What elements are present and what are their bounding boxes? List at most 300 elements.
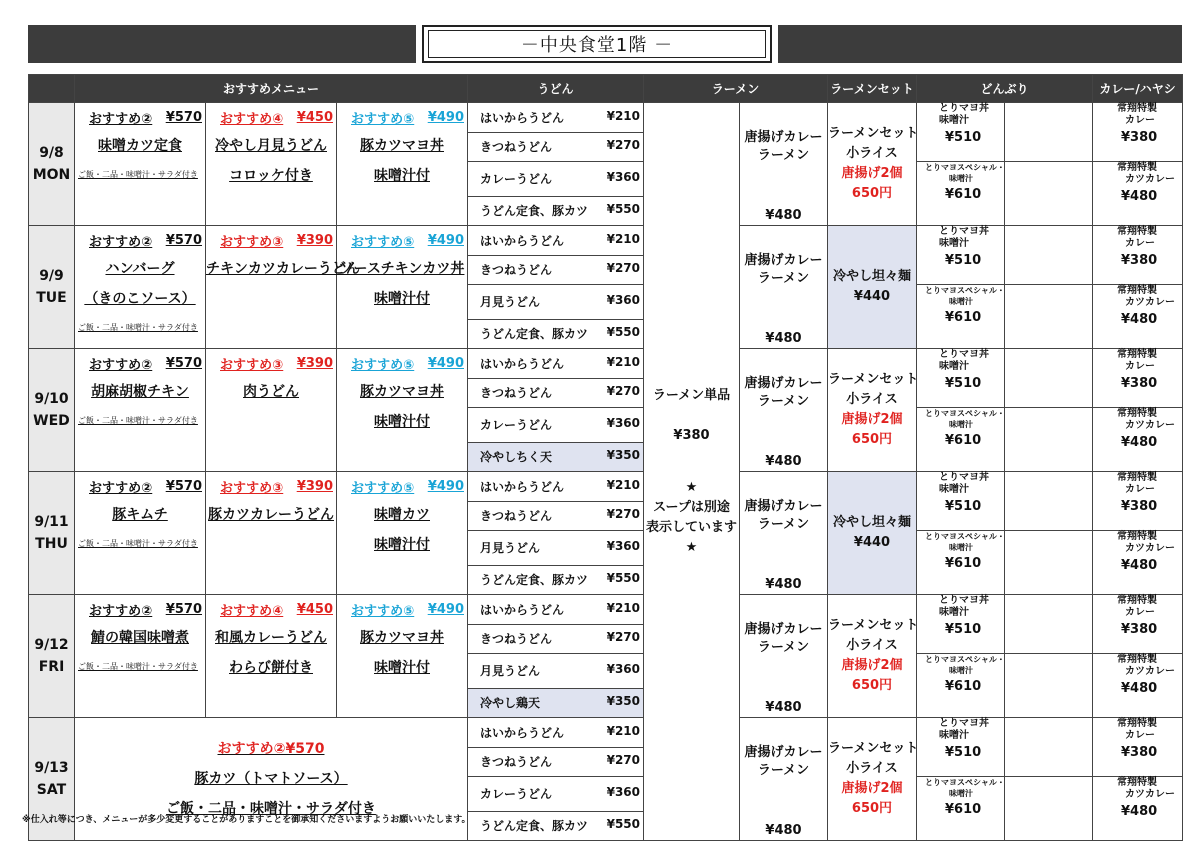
recommend-cell: [337, 595, 468, 718]
udon-item: [468, 531, 644, 566]
curry-cell: [1093, 472, 1183, 531]
udon-price: ¥210: [606, 723, 640, 738]
donburi-name: とりマヨ丼: [939, 349, 989, 360]
donburi-name: とりマヨスペシャル・: [925, 655, 1005, 664]
karaage-ramen-price: ¥480: [765, 823, 802, 838]
donburi-name: とりマヨ丼: [939, 103, 989, 114]
curry-name: 常翔特製: [1117, 162, 1158, 173]
udon-name: はいからうどん: [480, 479, 565, 494]
curry-sub: カツカレー: [1125, 297, 1176, 308]
recommend-dish-extra: 味噌汁付: [374, 291, 430, 307]
recommend-price: ¥490: [427, 478, 464, 494]
udon-price: ¥360: [606, 539, 640, 554]
ramen-set-price: 650円: [851, 678, 893, 693]
karaage-ramen-price: ¥480: [765, 208, 802, 223]
day-cell: [29, 226, 75, 349]
udon-name: うどん定食、豚カツ: [480, 327, 589, 342]
curry-name: 常翔特製: [1117, 654, 1158, 665]
udon-item: [468, 624, 644, 654]
hiyashi-tantan-name: 冷やし坦々麺: [832, 515, 911, 530]
ramen-set-name: ラーメンセット: [828, 741, 919, 756]
karaage-ramen-cell: [740, 349, 828, 472]
ramen-set-price: 650円: [851, 432, 893, 447]
recommend-dish: 豚カツマヨ丼: [360, 138, 444, 154]
curry-name: 常翔特製: [1117, 472, 1158, 483]
donburi-sub: 味噌汁: [939, 607, 969, 618]
curry-price: ¥380: [1121, 745, 1158, 760]
curry-price: ¥480: [1121, 681, 1158, 696]
donburi-price: ¥610: [945, 679, 982, 694]
karaage-ramen-name2: ラーメン: [757, 517, 810, 532]
recommend-note: ご飯・二品・味噌汁・サラダ付き: [78, 539, 198, 548]
karaage-ramen-name: 唐揚げカレー: [744, 376, 823, 391]
page-title: －中央食堂1階 －: [428, 30, 766, 58]
star-icon: ★: [685, 479, 698, 495]
recommend-heading: [206, 349, 336, 377]
karaage-ramen-name2: ラーメン: [757, 148, 810, 163]
header-ramen-set: ラーメンセット: [828, 75, 917, 103]
recommend-heading: [337, 595, 467, 623]
recommend-price: ¥450: [296, 109, 333, 125]
udon-item: [468, 408, 644, 443]
curry-name: 常翔特製: [1117, 103, 1158, 114]
recommend-price: ¥390: [296, 232, 333, 248]
donburi-empty: [1005, 103, 1093, 162]
donburi-sub: 味噌汁: [939, 115, 969, 126]
karaage-ramen-price: ¥480: [765, 331, 802, 346]
donburi-name: とりマヨ丼: [939, 718, 989, 729]
recommend-label: おすすめ⑤: [351, 234, 415, 250]
curry-sub: カレー: [1125, 484, 1156, 495]
udon-name: カレーうどん: [480, 172, 553, 187]
curry-sub: カツカレー: [1125, 543, 1176, 554]
recommend-price: ¥490: [427, 109, 464, 125]
udon-name: はいからうどん: [480, 233, 565, 248]
recommend-dish: 胡麻胡椒チキン: [91, 384, 189, 400]
recommend-price: ¥570: [165, 232, 202, 248]
recommend-label: おすすめ⑤: [351, 603, 415, 619]
donburi-price: ¥610: [945, 802, 982, 817]
donburi-name: とりマヨスペシャル・: [925, 778, 1005, 787]
weekday-label: WED: [33, 413, 70, 429]
donburi-cell: [917, 349, 1005, 408]
udon-price: ¥360: [606, 662, 640, 677]
recommend-note: ご飯・二品・味噌汁・サラダ付き: [78, 323, 198, 332]
udon-name: はいからうどん: [480, 725, 565, 740]
header-row: [29, 75, 1183, 103]
recommend-label: おすすめ②: [89, 234, 153, 250]
recommend-heading: [206, 595, 336, 623]
curry-sub: カレー: [1125, 115, 1156, 126]
donburi-cell: [917, 226, 1005, 285]
donburi-empty: [1005, 472, 1093, 531]
curry-name: 常翔特製: [1117, 718, 1158, 729]
donburi-price: ¥510: [945, 253, 982, 268]
udon-name: うどん定食、豚カツ: [480, 204, 589, 219]
header-ramen: ラーメン: [644, 75, 828, 103]
curry-cell: [1093, 531, 1183, 595]
ramen-set-karaage: 唐揚げ2個: [841, 412, 903, 427]
karaage-ramen-name: 唐揚げカレー: [744, 499, 823, 514]
recommend-cell: [337, 472, 468, 595]
udon-item: [468, 472, 644, 502]
ramen-set-karaage: 唐揚げ2個: [841, 166, 903, 181]
recommend-label: おすすめ②: [89, 111, 153, 127]
recommend-cell: [206, 226, 360, 349]
recommend-heading: [206, 472, 336, 500]
ramen-set-rice: 小ライス: [846, 638, 898, 653]
curry-sub: カツカレー: [1125, 666, 1176, 677]
ramen-set-karaage: 唐揚げ2個: [841, 781, 903, 796]
udon-name: きつねうどん: [480, 755, 553, 770]
curry-name: 常翔特製: [1117, 595, 1158, 606]
ramen-single-price: ¥380: [673, 427, 710, 443]
recommend-price: ¥490: [427, 355, 464, 371]
curry-name: 常翔特製: [1117, 408, 1158, 419]
donburi-price: ¥510: [945, 499, 982, 514]
donburi-name: とりマヨスペシャル・: [925, 286, 1005, 295]
header-donburi: どんぶり: [917, 75, 1093, 103]
donburi-cell: [917, 595, 1005, 654]
curry-name: 常翔特製: [1117, 531, 1158, 542]
udon-price: ¥210: [606, 600, 640, 615]
weekday-label: THU: [35, 536, 68, 552]
recommend-label: おすすめ⑤: [351, 480, 415, 496]
udon-price: ¥210: [606, 231, 640, 246]
ramen-single-label: ラーメン単品: [652, 387, 731, 403]
donburi-price: ¥510: [945, 745, 982, 760]
udon-item: [468, 654, 644, 689]
recommend-dish-extra: （きのこソース）: [84, 291, 196, 307]
udon-price: ¥210: [606, 108, 640, 123]
donburi-price: ¥610: [945, 187, 982, 202]
curry-cell: [1093, 718, 1183, 777]
recommend-cell: [75, 472, 206, 595]
recommend-label: おすすめ③: [220, 234, 284, 250]
curry-sub: カレー: [1125, 607, 1156, 618]
udon-item: [468, 565, 644, 595]
udon-name: きつねうどん: [480, 386, 553, 401]
donburi-empty: [1005, 595, 1093, 654]
recommend-note: ご飯・二品・味噌汁・サラダ付き: [78, 416, 198, 425]
udon-item: [468, 718, 644, 748]
recommend-label: おすすめ③: [220, 480, 284, 496]
curry-cell: [1093, 408, 1183, 472]
recommend-note: ご飯・二品・味噌汁・サラダ付き: [78, 662, 198, 671]
udon-item: [468, 285, 644, 320]
recommend-heading: [337, 349, 467, 377]
udon-price: ¥360: [606, 416, 640, 431]
top-bar-left: [28, 25, 416, 63]
ramen-set-cell: [828, 349, 917, 472]
donburi-cell: [917, 103, 1005, 162]
recommend-price: ¥490: [427, 232, 464, 248]
weekday-label: SAT: [36, 782, 67, 798]
recommend-heading: [337, 472, 467, 500]
title-frame: [422, 25, 772, 63]
top-bar-right: [778, 25, 1182, 63]
karaage-ramen-name2: ラーメン: [757, 640, 810, 655]
curry-price: ¥480: [1121, 558, 1158, 573]
date-label: 9/10: [34, 391, 69, 407]
udon-name: きつねうどん: [480, 140, 553, 155]
donburi-sub: 味噌汁: [939, 361, 969, 372]
karaage-ramen-name2: ラーメン: [757, 763, 810, 778]
karaage-ramen-cell: [740, 718, 828, 841]
ramen-set-name: ラーメンセット: [828, 618, 919, 633]
donburi-cell: [917, 285, 1005, 349]
udon-item: [468, 255, 644, 285]
donburi-price: ¥610: [945, 556, 982, 571]
recommend-dish: 豚カツマヨ丼: [360, 384, 444, 400]
udon-price: ¥270: [606, 261, 640, 276]
udon-price: ¥550: [606, 817, 640, 832]
udon-item: [468, 319, 644, 349]
donburi-sub: 味噌汁: [949, 420, 973, 429]
donburi-cell: [917, 654, 1005, 718]
udon-price: ¥270: [606, 138, 640, 153]
ramen-set-cell: [828, 718, 917, 841]
curry-price: ¥480: [1121, 189, 1158, 204]
donburi-price: ¥610: [945, 310, 982, 325]
recommend-cell: [206, 103, 337, 226]
curry-sub: カツカレー: [1125, 420, 1176, 431]
recommend-heading: [75, 226, 205, 254]
header-day: [29, 75, 75, 103]
donburi-empty: [1005, 654, 1093, 718]
udon-name: きつねうどん: [480, 263, 553, 278]
donburi-empty: [1005, 226, 1093, 285]
udon-price: ¥350: [606, 694, 640, 709]
recommend-label: おすすめ②: [89, 357, 153, 373]
recommend-dish: ハンバーグ: [105, 261, 175, 277]
curry-name: 常翔特製: [1117, 349, 1158, 360]
recommend-heading: [337, 226, 467, 254]
ramen-note: 表示しています: [645, 519, 737, 535]
udon-item: [468, 747, 644, 777]
recommend-dish: チキンカツカレーうどん: [206, 261, 360, 277]
udon-name: はいからうどん: [480, 110, 565, 125]
curry-price: ¥380: [1121, 130, 1158, 145]
udon-name: きつねうどん: [480, 509, 553, 524]
recommend-dish-extra: コロッケ付き: [229, 168, 313, 184]
karaage-ramen-cell: [740, 595, 828, 718]
donburi-name: とりマヨ丼: [939, 226, 989, 237]
recommend-cell: [337, 349, 468, 472]
recommend-price: ¥570: [165, 355, 202, 371]
weekday-label: MON: [32, 167, 71, 183]
udon-price: ¥270: [606, 630, 640, 645]
karaage-ramen-name: 唐揚げカレー: [744, 622, 823, 637]
recommend-price: ¥570: [165, 109, 202, 125]
recommend-price: ¥450: [296, 601, 333, 617]
donburi-sub: 味噌汁: [949, 789, 973, 798]
recommend-label: おすすめ②: [89, 480, 153, 496]
udon-price: ¥210: [606, 354, 640, 369]
recommend-label: おすすめ②: [89, 603, 153, 619]
day-cell: [29, 472, 75, 595]
curry-price: ¥380: [1121, 622, 1158, 637]
day-cell: [29, 595, 75, 718]
recommend-dish: 豚カツ（トマトソース）: [194, 771, 348, 787]
ramen-set-name: ラーメンセット: [828, 372, 919, 387]
recommend-heading: [75, 595, 205, 623]
recommend-label: おすすめ⑤: [351, 111, 415, 127]
recommend-cell: [75, 595, 206, 718]
ramen-set-rice: 小ライス: [846, 392, 898, 407]
donburi-cell: [917, 408, 1005, 472]
udon-item: [468, 777, 644, 812]
karaage-ramen-price: ¥480: [765, 577, 802, 592]
recommend-heading: [75, 349, 205, 377]
ramen-set-cell: [828, 103, 917, 226]
curry-sub: カレー: [1125, 361, 1156, 372]
donburi-empty: [1005, 408, 1093, 472]
udon-name: うどん定食、豚カツ: [480, 819, 589, 834]
curry-sub: カレー: [1125, 238, 1156, 249]
curry-price: ¥380: [1121, 253, 1158, 268]
udon-name: きつねうどん: [480, 632, 553, 647]
recommend-dish: 豚キムチ: [112, 507, 168, 523]
donburi-price: ¥510: [945, 376, 982, 391]
recommend-cell: [337, 103, 468, 226]
donburi-empty: [1005, 531, 1093, 595]
curry-cell: [1093, 103, 1183, 162]
udon-name: うどん定食、豚カツ: [480, 573, 589, 588]
donburi-cell: [917, 777, 1005, 841]
donburi-sub: 味噌汁: [939, 238, 969, 249]
recommend-price: ¥390: [296, 478, 333, 494]
recommend-dish: 味噌カツ: [374, 507, 430, 523]
udon-price: ¥350: [606, 448, 640, 463]
udon-item: [468, 103, 644, 133]
recommend-heading: おすすめ②¥570: [217, 741, 325, 757]
date-label: 9/12: [34, 637, 69, 653]
donburi-sub: 味噌汁: [939, 484, 969, 495]
table-row: [29, 718, 1183, 748]
udon-name: 月見うどん: [480, 664, 541, 679]
ramen-set-karaage: 唐揚げ2個: [841, 658, 903, 673]
ramen-set-rice: 小ライス: [846, 146, 898, 161]
udon-name: 月見うどん: [480, 295, 541, 310]
karaage-ramen-price: ¥480: [765, 454, 802, 469]
star-icon: ★: [685, 539, 698, 555]
curry-price: ¥480: [1121, 435, 1158, 450]
karaage-ramen-cell: [740, 103, 828, 226]
recommend-price: ¥490: [427, 601, 464, 617]
header-udon: うどん: [468, 75, 644, 103]
recommend-dish: 肉うどん: [243, 384, 299, 400]
recommend-dish: 和風カレーうどん: [215, 630, 327, 646]
curry-cell: [1093, 226, 1183, 285]
recommend-dish-extra: わらび餅付き: [229, 660, 313, 676]
recommend-dish: 豚カツマヨ丼: [360, 630, 444, 646]
recommend-note: ご飯・二品・味噌汁・サラダ付き: [166, 801, 376, 817]
donburi-empty: [1005, 718, 1093, 777]
recommend-dish-extra: 味噌汁付: [374, 414, 430, 430]
recommend-dish: 味噌カツ定食: [98, 138, 182, 154]
donburi-cell: [917, 718, 1005, 777]
udon-price: ¥210: [606, 477, 640, 492]
donburi-empty: [1005, 285, 1093, 349]
donburi-price: ¥610: [945, 433, 982, 448]
udon-price: ¥360: [606, 170, 640, 185]
header-curry: カレー/ハヤシ: [1093, 75, 1183, 103]
donburi-cell: [917, 531, 1005, 595]
donburi-price: ¥510: [945, 130, 982, 145]
hiyashi-tantan-price: ¥440: [853, 289, 891, 304]
recommend-label: おすすめ③: [220, 357, 284, 373]
udon-item: [468, 378, 644, 408]
curry-cell: [1093, 777, 1183, 841]
udon-name: カレーうどん: [480, 418, 553, 433]
udon-name: カレーうどん: [480, 787, 553, 802]
ramen-set-name: ラーメンセット: [828, 126, 919, 141]
footnote: ※仕入れ等につき、メニューが多少変更することがありますことを御承知くださいますようお願いいたします。: [22, 815, 471, 825]
recommend-heading: [75, 103, 205, 131]
recommend-heading: [206, 226, 336, 254]
karaage-ramen-name: 唐揚げカレー: [744, 253, 823, 268]
udon-item: [468, 196, 644, 226]
recommend-cell: [337, 226, 468, 349]
curry-sub: カツカレー: [1125, 789, 1176, 800]
donburi-cell: [917, 472, 1005, 531]
table-row: [29, 595, 1183, 625]
udon-name: はいからうどん: [480, 356, 565, 371]
hiyashi-tantan-cell: [828, 472, 917, 595]
donburi-name: とりマヨスペシャル・: [925, 163, 1005, 172]
karaage-ramen-name: 唐揚げカレー: [744, 745, 823, 760]
table-row: [29, 472, 1183, 502]
udon-name: 冷やし鶏天: [480, 696, 541, 711]
curry-price: ¥380: [1121, 376, 1158, 391]
karaage-ramen-name2: ラーメン: [757, 394, 810, 409]
recommend-cell: [206, 349, 337, 472]
recommend-cell: [75, 349, 206, 472]
ramen-set-price: 650円: [851, 801, 893, 816]
recommend-cell: [206, 595, 337, 718]
karaage-ramen-price: ¥480: [765, 700, 802, 715]
udon-item: [468, 226, 644, 256]
ramen-set-price: 650円: [851, 186, 893, 201]
recommend-dish: 豚カツカレーうどん: [208, 507, 334, 523]
curry-cell: [1093, 285, 1183, 349]
date-label: 9/11: [34, 514, 69, 530]
recommend-dish-extra: 味噌汁付: [374, 168, 430, 184]
date-label: 9/13: [34, 760, 69, 776]
donburi-sub: 味噌汁: [949, 297, 973, 306]
weekday-label: FRI: [38, 659, 65, 675]
ramen-set-rice: 小ライス: [846, 761, 898, 776]
table-row: [29, 349, 1183, 379]
ramen-set-cell: [828, 595, 917, 718]
hiyashi-tantan-cell: [828, 226, 917, 349]
udon-item: [468, 162, 644, 197]
donburi-empty: [1005, 349, 1093, 408]
recommend-dish: 冷やし月見うどん: [215, 138, 327, 154]
recommend-label: おすすめ⑤: [351, 357, 415, 373]
recommend-price: ¥570: [165, 478, 202, 494]
udon-item: [468, 132, 644, 162]
donburi-name: とりマヨ丼: [939, 595, 989, 606]
udon-price: ¥360: [606, 785, 640, 800]
donburi-cell: [917, 162, 1005, 226]
menu-table: [28, 74, 1183, 841]
curry-sub: カレー: [1125, 730, 1156, 741]
curry-cell: [1093, 349, 1183, 408]
udon-price: ¥270: [606, 507, 640, 522]
curry-name: 常翔特製: [1117, 226, 1158, 237]
